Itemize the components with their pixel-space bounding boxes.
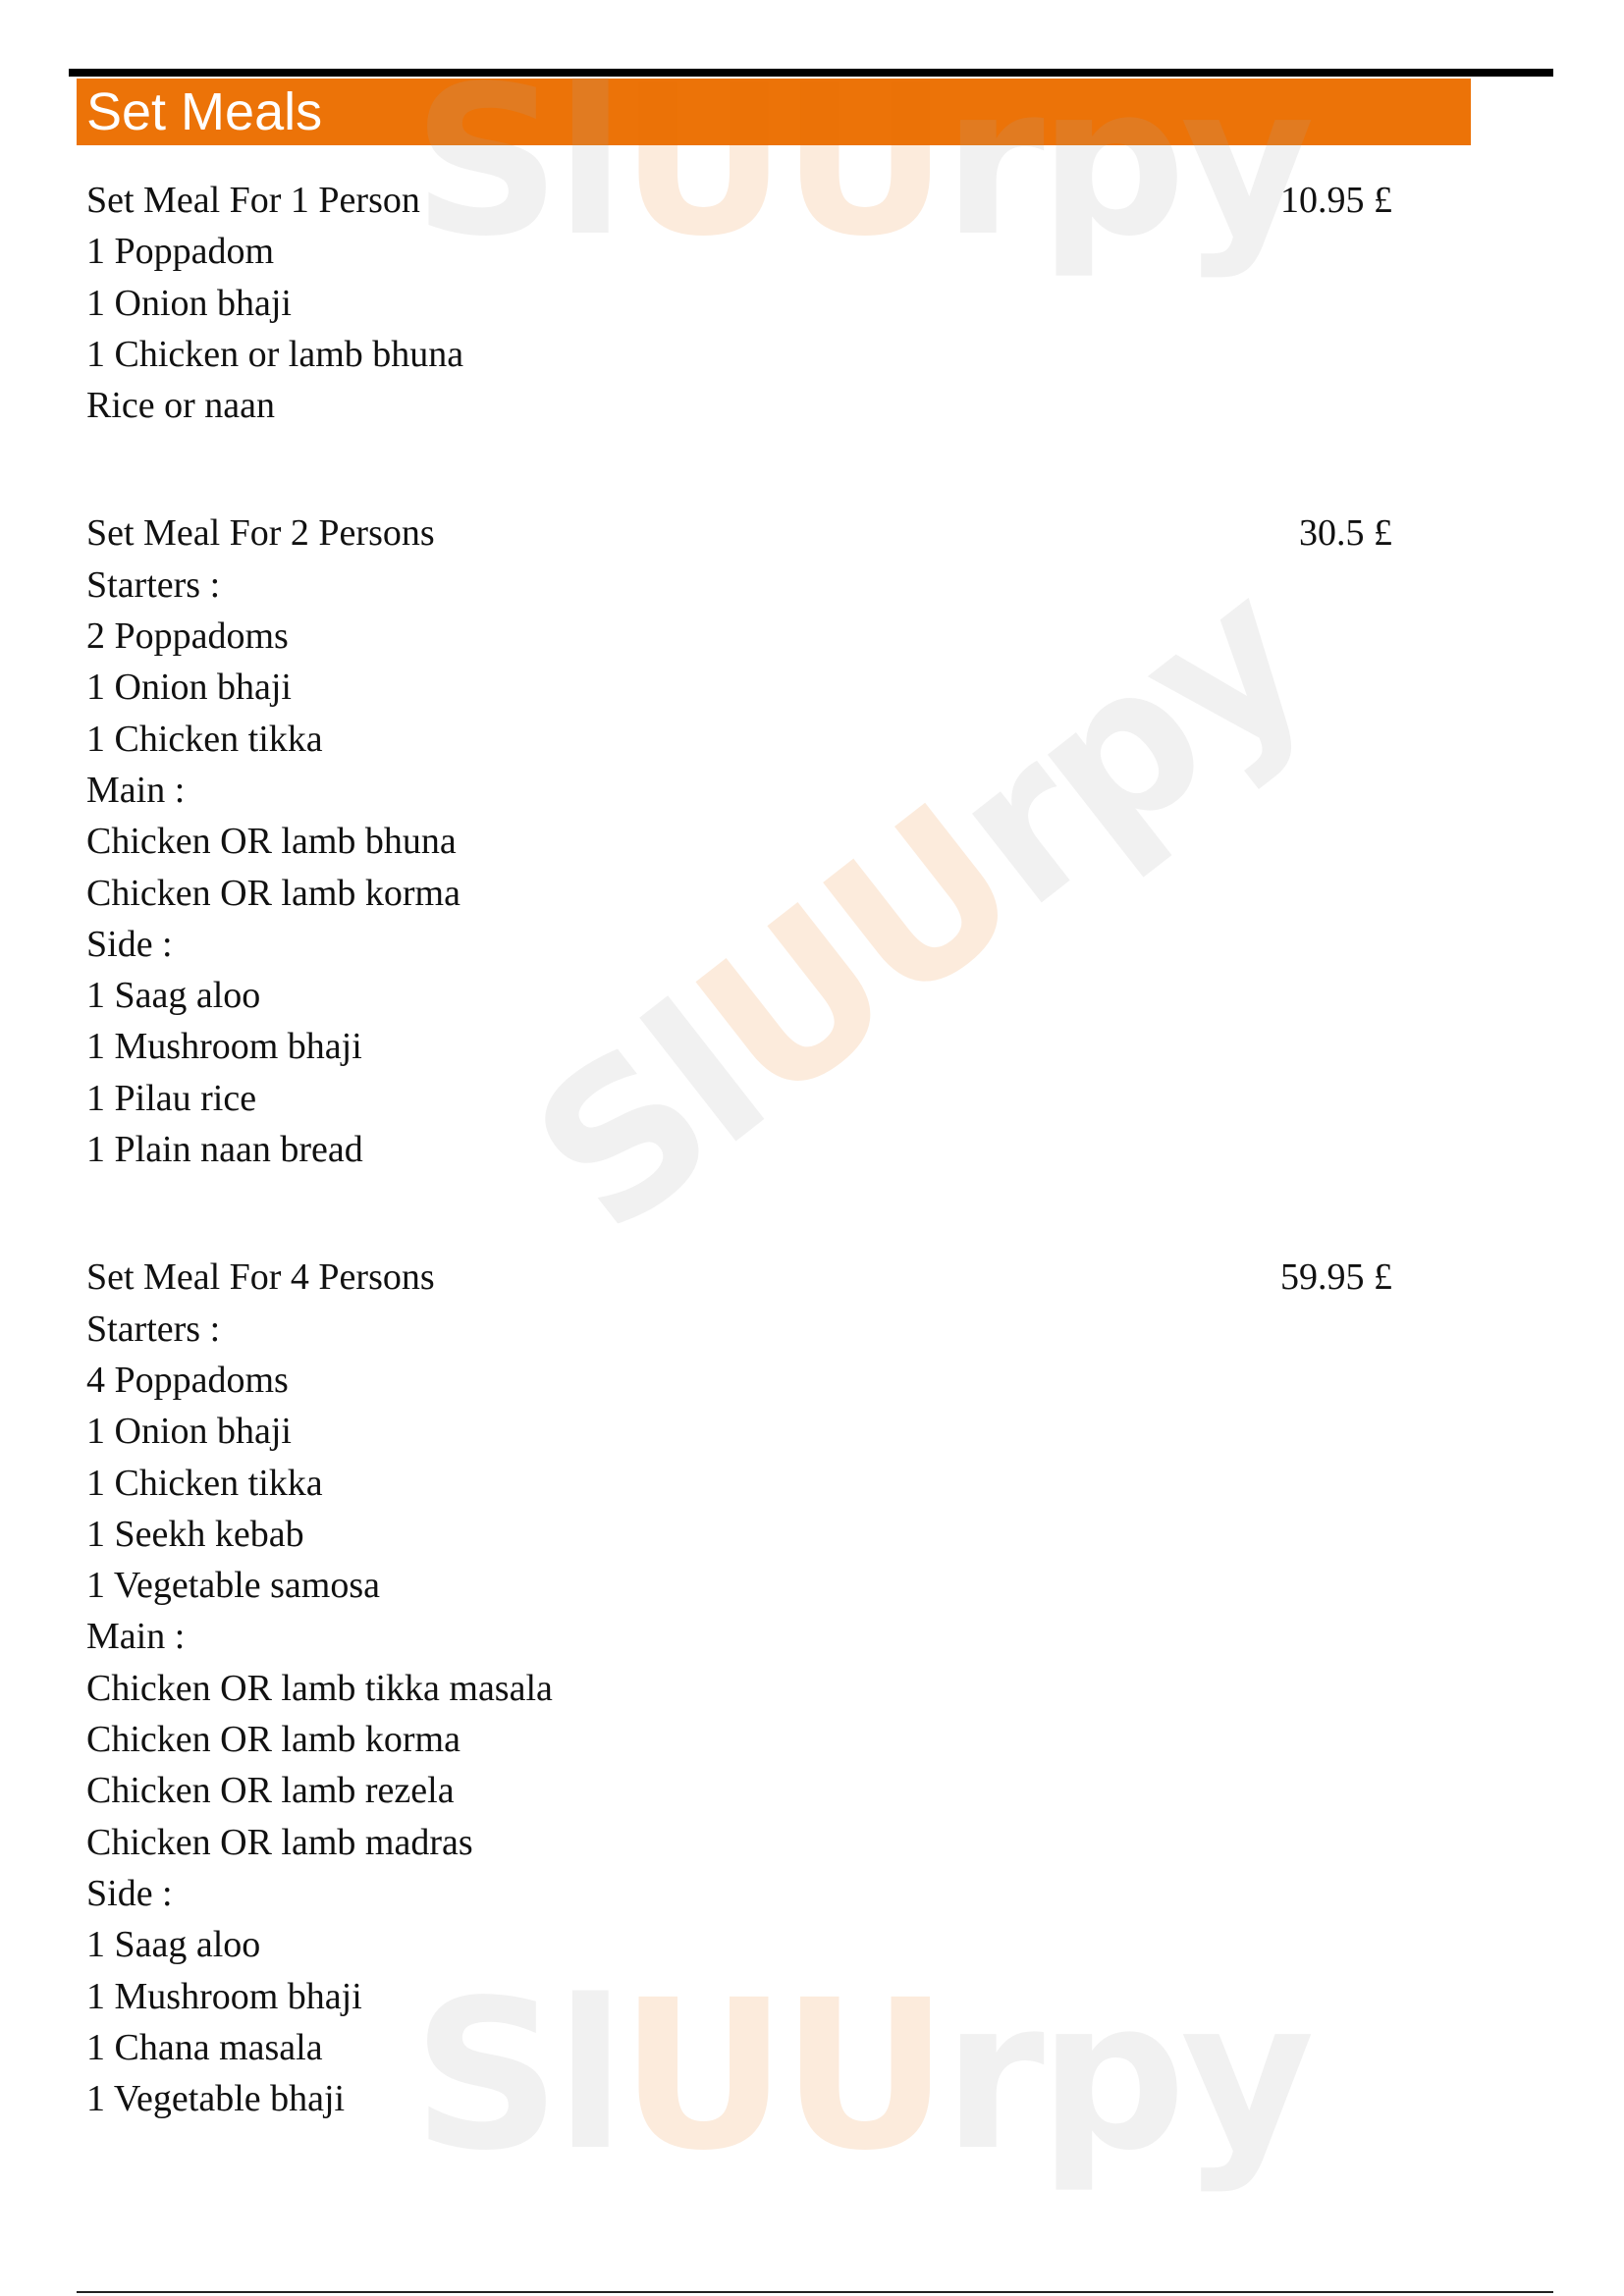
meal-price: 59.95 £ bbox=[1280, 1256, 1392, 1299]
meal-price: 10.95 £ bbox=[1280, 180, 1392, 221]
meal-title: Set Meal For 1 Person bbox=[86, 180, 420, 221]
meal-line: 4 Poppadoms bbox=[86, 1359, 289, 1401]
meal-price: 30.5 £ bbox=[1299, 512, 1392, 555]
meal-line: Rice or naan bbox=[86, 385, 276, 427]
meal-line: Chicken OR lamb bhuna bbox=[86, 821, 457, 863]
meal-line: Main : bbox=[86, 1616, 186, 1658]
meal-line: 1 Onion bhaji bbox=[86, 1411, 292, 1453]
meal-line: Side : bbox=[86, 1872, 173, 1914]
meal-line: Side : bbox=[86, 923, 173, 965]
meal-line: 2 Poppadoms bbox=[86, 615, 289, 658]
meal-item bbox=[86, 175, 1392, 431]
meal-line: Starters : bbox=[86, 1308, 221, 1350]
meal-line: Chicken OR lamb tikka masala bbox=[86, 1667, 553, 1709]
meal-line: 1 Mushroom bhaji bbox=[86, 1975, 362, 2017]
meal-title: Set Meal For 4 Persons bbox=[86, 1256, 435, 1299]
meal-line: 1 Chana masala bbox=[86, 2026, 323, 2068]
watermark-logo: SlUUrpy bbox=[412, 1955, 1310, 2196]
meal-line: Starters : bbox=[86, 563, 221, 606]
meal-line: Chicken OR lamb madras bbox=[86, 1821, 473, 1863]
meal-line: 1 Saag aloo bbox=[86, 1924, 261, 1966]
meal-line: Chicken OR lamb korma bbox=[86, 1719, 460, 1761]
meal-line: 1 Chicken tikka bbox=[86, 718, 323, 760]
meal-line: Chicken OR lamb rezela bbox=[86, 1770, 455, 1812]
meal-line: 1 Pilau rice bbox=[86, 1077, 257, 1119]
meal-line: 1 Vegetable samosa bbox=[86, 1565, 380, 1607]
section-title: Set Meals bbox=[86, 82, 323, 141]
meal-line: 1 Mushroom bhaji bbox=[86, 1026, 362, 1068]
meal-line: Chicken OR lamb korma bbox=[86, 872, 460, 914]
meal-list bbox=[86, 175, 1392, 2201]
meal-item bbox=[86, 1252, 1392, 2124]
bottom-rule bbox=[77, 2291, 1553, 2293]
meal-line: 1 Plain naan bread bbox=[86, 1129, 363, 1171]
section-header bbox=[77, 79, 1471, 145]
meal-line: 1 Chicken or lamb bhuna bbox=[86, 333, 464, 375]
watermark-logo: SlUUrpy bbox=[492, 537, 1347, 1279]
meal-line: 1 Seekh kebab bbox=[86, 1513, 304, 1555]
meal-line: 1 Poppadom bbox=[86, 231, 275, 273]
meal-item bbox=[86, 507, 1392, 1175]
meal-line: 1 Onion bhaji bbox=[86, 667, 292, 709]
top-rule bbox=[69, 69, 1553, 77]
meal-line: 1 Onion bhaji bbox=[86, 282, 292, 324]
meal-line: 1 Chicken tikka bbox=[86, 1462, 323, 1504]
meal-line: 1 Vegetable bhaji bbox=[86, 2078, 346, 2120]
meal-title: Set Meal For 2 Persons bbox=[86, 512, 435, 555]
watermark-logo: SlUUrpy bbox=[412, 41, 1310, 282]
meal-line: Main : bbox=[86, 769, 186, 811]
meal-line: 1 Saag aloo bbox=[86, 975, 261, 1017]
